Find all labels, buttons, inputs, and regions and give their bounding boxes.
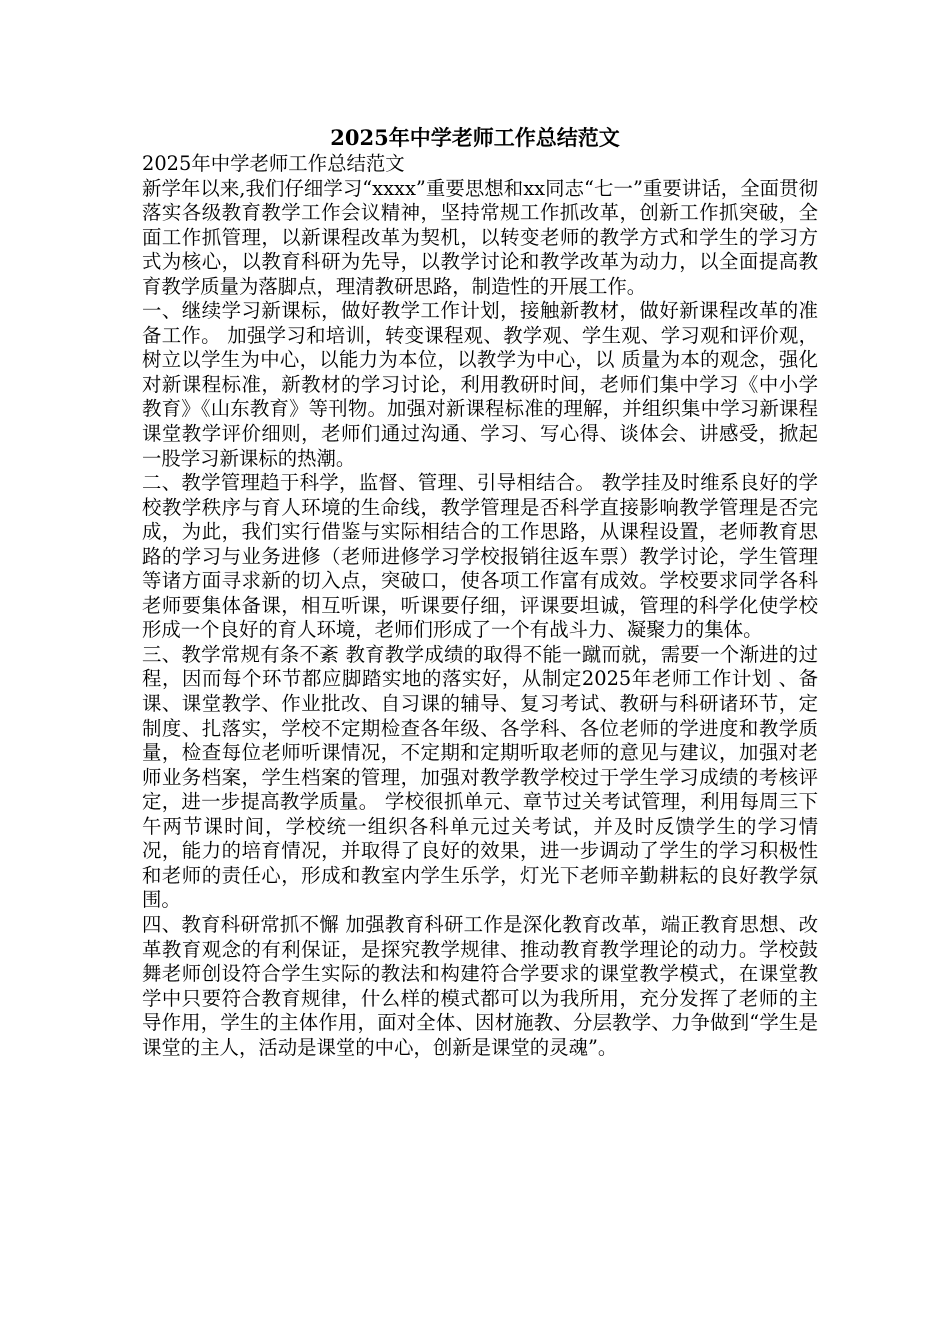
subtitle-line: 2025年中学老师工作总结范文 [142,152,405,175]
document-body [142,152,818,1060]
document-title: 2025年中学老师工作总结范文 [330,125,620,150]
section-two-paragraph: 二、教学管理趋于科学，监督、管理、引导相结合。 教学挂及时维系良好的学校教学秩序与育人环境的生命线，教学管理是否科学直接影响教学管理是否完成，为此，我们实行借鉴与实际相结合的工作思路，从课程设置，老师教育思路的学习与业务进修（老师进修学习学校报销往返车票）教学讨论，学生管理等诸方面寻求新的切入点，突破口，使各项工作富有成效。学校要求同学各科老师要集体备课，相互听课，听课要仔细，评课要坦诚，管理的科学化使学校形成一个良好的育人环境，老师们形成了一个有战斗力、凝聚力的集体。 [142,471,818,642]
intro-paragraph: 新学年以来,我们仔细学习“xxxx”重要思想和xx同志“七一”重要讲话，全面贯彻落实各级教育教学工作会议精神，坚持常规工作抓改革，创新工作抓突破，全面工作抓管理，以新课程改革为契机，以转变老师的教学方式和学生的学习方式为核心，以教育科研为先导，以教学讨论和教学改革为动力，以全面提高教育教学质量为落脚点，理清教研思路，制造性的开展工作。 [142,176,818,298]
section-four-paragraph: 四、教育科研常抓不懈 加强教育科研工作是深化教育改革，端正教育思想、改革教育观念的有利保证，是探究教学规律、推动教育教学理论的动力。学校鼓舞老师创设符合学生实际的教法和构建符合学要求的课堂教学模式，在课堂教学中只要符合教育规律，什么样的模式都可以为我所用，充分发挥了老师的主导作用，学生的主体作用，面对全体、因材施教、分层教学、力争做到“学生是课堂的主人，活动是课堂的中心，创新是课堂的灵魂”。 [142,912,818,1059]
section-three-paragraph: 三、教学常规有条不紊 教育教学成绩的取得不能一蹴而就，需要一个渐进的过程，因而每个环节都应脚踏实地的落实好，从制定2025年老师工作计划 、备课、课堂教学、作业批改、自习课的辅导、复习考试、教研与科研诸环节，定制度、扎落实，学校不定期检查各年级、各学科、各位老师的学进度和教学质量，检查每位老师听课情况，不定期和定期听取老师的意见与建议，加强对老师业务档案，学生档案的管理，加强对教学教学校过于学生学习成绩的考核评定，进一步提高教学质量。 学校很抓单元、章节过关考试管理，利用每周三下午两节课时间，学校统一组织各科单元过关考试，并及时反馈学生的学习情况，能力的培育情况，并取得了良好的效果，进一步调动了学生的学习积极性和老师的责任心，形成和教室内学生乐学，灯光下老师辛勤耕耘的良好教学氛围。 [142,642,818,912]
section-one-paragraph: 一、继续学习新课标，做好教学工作计划，接触新教材，做好新课程改革的准备工作。 加强学习和培训，转变课程观、教学观、学生观、学习观和评价观，树立以学生为中心，以能力为本位，以教学为中心，以 质量为本的观念，强化对新课程标准，新教材的学习讨论，利用教研时间，老师们集中学习《中小学教育》《山东教育》等刊物。加强对新课程标准的理解，并组织集中学习新课程课堂教学评价细则，老师们通过沟通、学习、写心得、谈体会、讲感受，掀起一股学习新课标的热潮。 [142,299,818,470]
